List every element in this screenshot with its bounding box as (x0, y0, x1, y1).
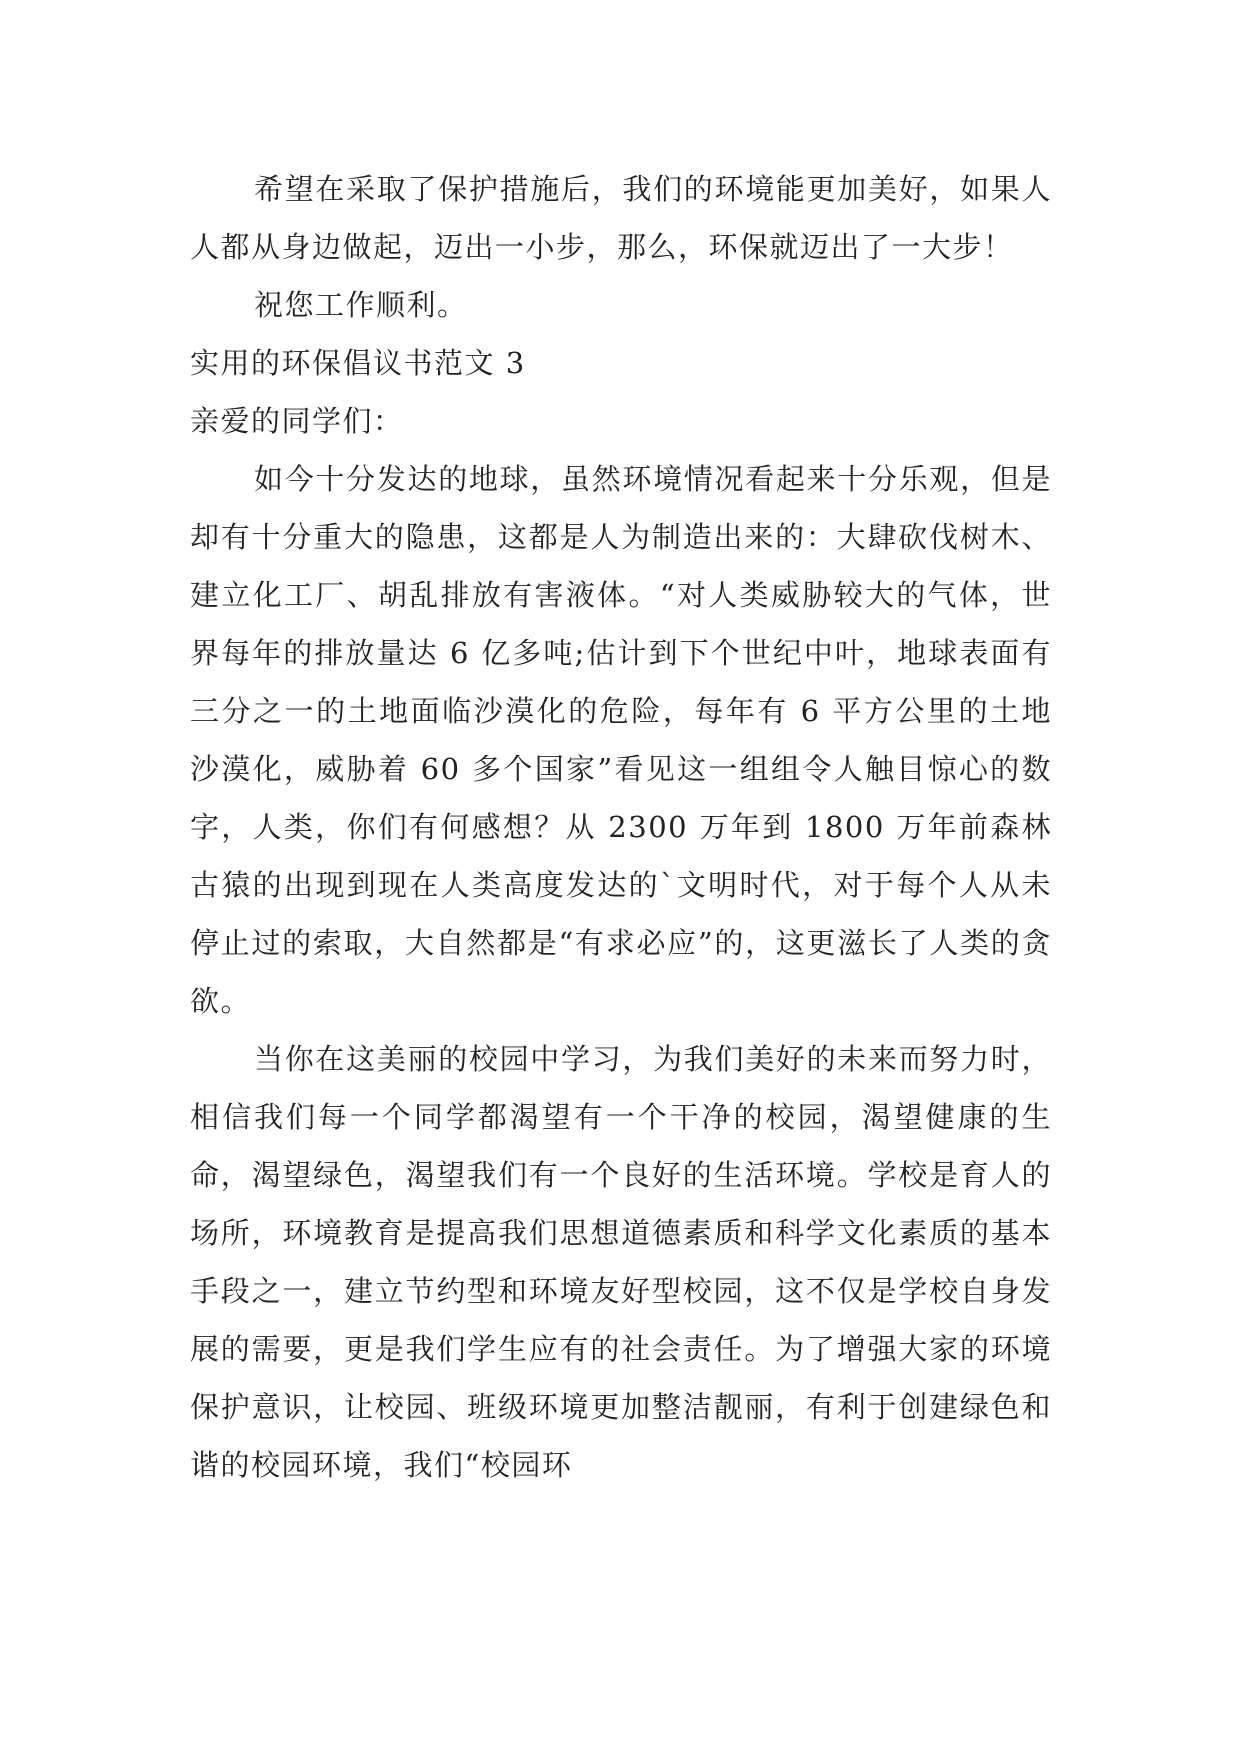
paragraph-campus: 当你在这美丽的校园中学习，为我们美好的未来而努力时，相信我们每一个同学都渴望有一个干净的校园，渴望健康的生命，渴望绿色，渴望我们有一个良好的生活环境。学校是育人的场所，环境教育是提高我们思想道德素质和科学文化素质的基本手段之一，建立节约型和环境友好型校园，这不仅是学校自身发展的需要，更是我们学生应有的社会责任。为了增强大家的环境保护意识，让校园、班级环境更加整洁靓丽，有利于创建绿色和谐的校园环境，我们“校园环 (190, 1042, 1052, 1482)
closing-wish: 祝您工作顺利。 (254, 288, 468, 322)
salutation: 亲爱的同学们： (190, 404, 404, 438)
paragraph-earth-situation: 如今十分发达的地球，虽然环境情况看起来十分乐观，但是却有十分重大的隐患，这都是人为制造出来的：大肆砍伐树木、建立化工厂、胡乱排放有害液体。“对人类威胁较大的气体，世界每年的排放量达 6 亿多吨;估计到下个世纪中叶，地球表面有三分之一的土地面临沙漠化的危险，每年有 6 平方公里的土地沙漠化，威胁着 60 多个国家”看见这一组组令人触目惊心的数字，人类，你们有何感想？从 2300 万年到 1800 万年前森林古猿的出现到现在人类高度发达的`文明时代，对于每个人从未停止过的索取，大自然都是“有求必应”的，这更滋长了人类的贪欲。 (190, 462, 1052, 1018)
paragraph-hope: 希望在采取了保护措施后，我们的环境能更加美好，如果人人都从身边做起，迈出一小步，那么，环保就迈出了一大步！ (190, 172, 1052, 264)
document-body (190, 160, 1052, 1494)
section-title: 实用的环保倡议书范文 3 (190, 346, 526, 380)
